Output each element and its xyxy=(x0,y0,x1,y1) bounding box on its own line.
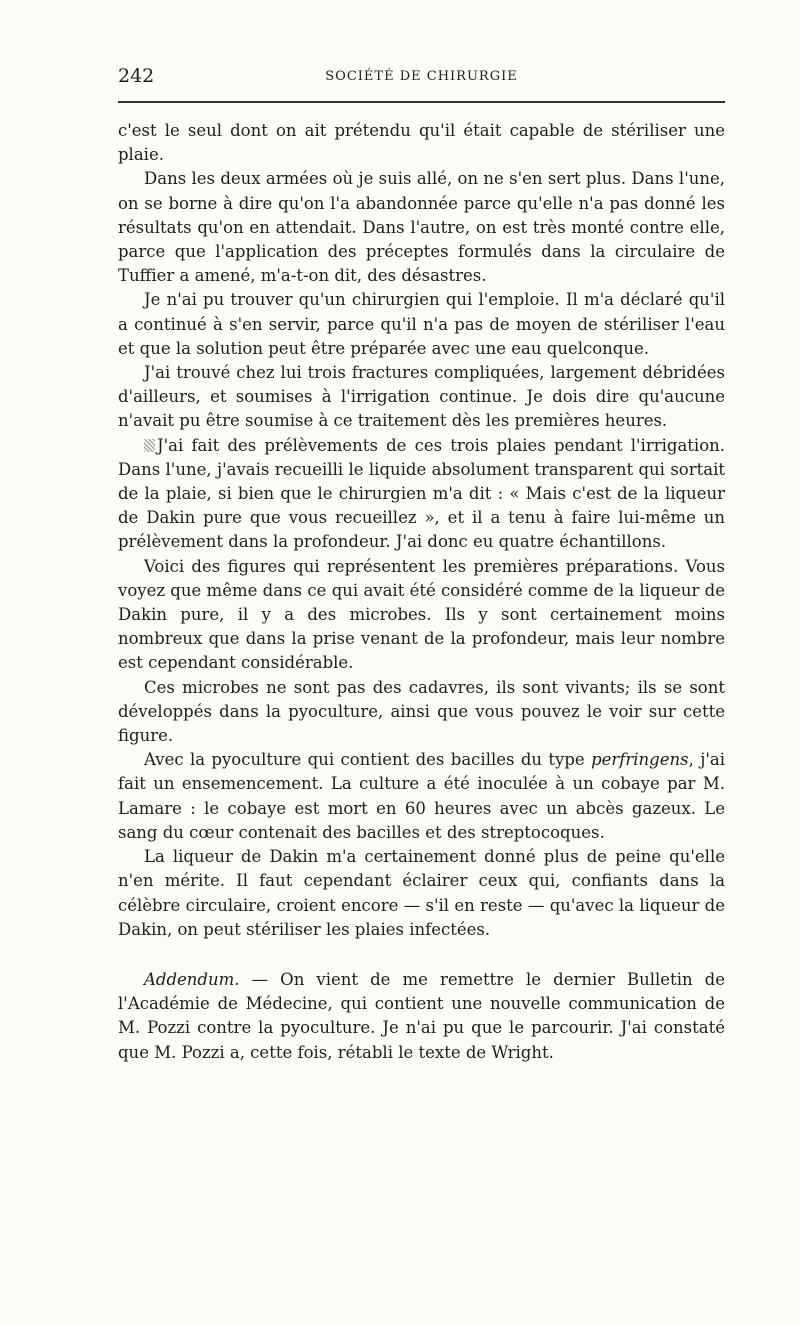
paragraph: Dans les deux armées où je suis allé, on ne s'en sert plus. Dans l'une, on se borne à dire qu'on l'a abandonnée parce qu'elle n'a pas donné les résultats qu'on en attendait. Dans l'autre, on est très monté contre elle, parce que l'application des préceptes formulés dans la circulaire de Tuffier a amené, m'a-t-on dit, des désastres. xyxy=(118,169,725,286)
paragraph: Voici des figures qui représentent les premières préparations. Vous voyez que même dans ce qui avait été considéré comme de la liqueur de Dakin pure, il y a des microbes. Ils y sont certainement moins nombreux que dans la prise venant de la profondeur, mais leur nombre est cependant considérable. xyxy=(118,556,725,673)
paragraph: La liqueur de Dakin m'a certainement donné plus de peine qu'elle n'en mérite. Il faut cependant éclairer ceux qui, confiants dans la célèbre circulaire, croient encore — s'il en reste — qu'avec la liqueur de Dakin, on peut stériliser les plaies infectées. xyxy=(118,847,725,939)
paragraph: c'est le seul dont on ait prétendu qu'il était capable de stériliser une plaie. xyxy=(118,121,725,165)
culture-text-after: , j'ai fait un ensemencement. La culture a été inoculée à un cobaye par M. Lamare : le cobaye est mort en 60 heures avec un abcès gazeux. Le sang du cœur contenait des bacilles et des streptocoques. xyxy=(118,750,725,842)
paragraph-text: J'ai fait des prélèvements de ces trois plaies pendant l'irrigation. Dans l'une, j'avais recueilli le liquide absolument transparent qui sortait de la plaie, si bien que le chirurgien m'a dit : « Mais c'est de la liqueur de Dakin pure que vous recueillez », et il a tenu à faire lui-même un prélèvement dans la profondeur. J'ai donc eu quatre échantillons. xyxy=(118,435,725,552)
paragraph xyxy=(118,748,725,845)
addendum-text: — On vient de me remettre le dernier Bulletin de l'Académie de Médecine, qui contient une nouvelle communication de M. Pozzi contre la pyoculture. Je n'ai pu que le parcourir. J'ai constaté que M. Pozzi a, cette fois, rétabli le texte de Wright. xyxy=(118,969,725,1062)
paragraph: J'ai trouvé chez lui trois fractures compliquées, largement débridées d'ailleurs, et soumises à l'irrigation continue. Je dois dire qu'aucune n'avait pu être soumise à ce traitement dès les premières heures. xyxy=(118,363,725,431)
addendum-paragraph xyxy=(118,968,725,1065)
culture-text-before: Avec la pyoculture qui contient des bacilles du type xyxy=(144,750,592,770)
paragraph: Je n'ai pu trouver qu'un chirurgien qui l'emploie. Il m'a déclaré qu'il a continué à s'en servir, parce qu'il n'a pas de moyen de stériliser l'eau et que la solution peut être préparée avec une eau quelconque. xyxy=(118,290,725,358)
running-title: SOCIÉTÉ DE CHIRURGIE xyxy=(325,69,518,84)
page-header xyxy=(118,64,725,88)
body-text xyxy=(118,119,725,1065)
addendum-label: Addendum. xyxy=(144,969,240,989)
header-rule xyxy=(118,101,725,103)
species-name: perfringens xyxy=(591,750,689,770)
page-number: 242 xyxy=(118,65,155,87)
paragraph: Ces microbes ne sont pas des cadavres, ils sont vivants; ils se sont développés dans la pyoculture, ainsi que vous pouvez le voir sur cette figure. xyxy=(118,677,725,746)
margin-mark-icon xyxy=(144,439,155,452)
paragraph xyxy=(118,434,725,555)
